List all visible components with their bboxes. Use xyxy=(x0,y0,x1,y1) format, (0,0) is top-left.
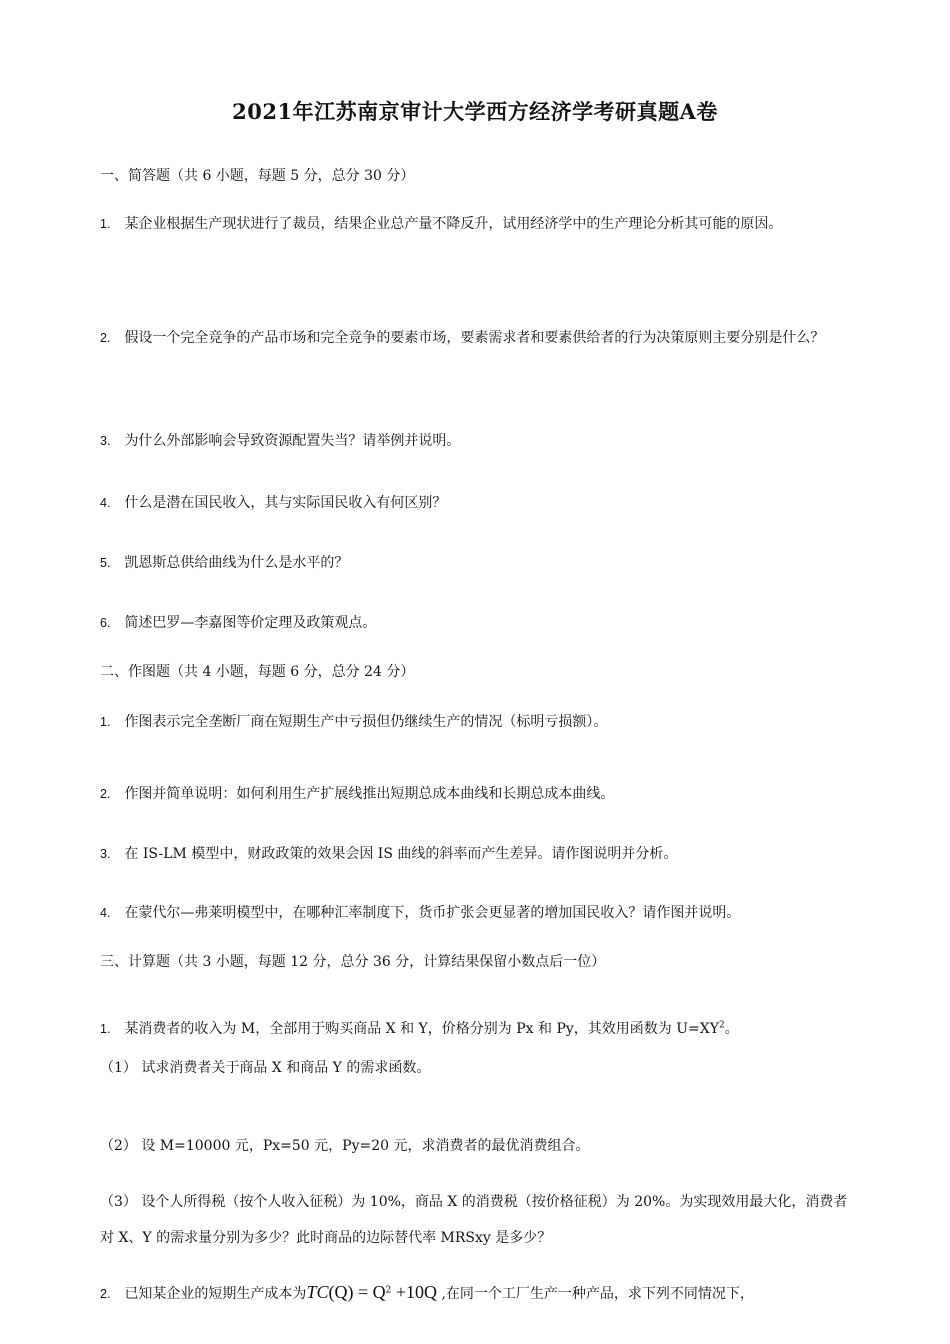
s2-question-3 xyxy=(100,843,677,863)
s2-question-4 xyxy=(100,902,740,922)
s1-q5-number: 5. xyxy=(100,556,111,570)
s1-question-6 xyxy=(100,612,376,632)
section3-heading: 三、计算题（共 3 小题，每题 12 分，总分 36 分，计算结果保留小数点后一位） xyxy=(100,954,606,970)
s1-q4-number: 4. xyxy=(100,496,111,510)
s3-q1-sub2: （2） 设 M=10000 元，Px=50 元，Py=20 元，求消费者的最优消费组合。 xyxy=(100,1138,590,1154)
s3-q1-end: 。 xyxy=(724,1021,739,1037)
s2-q4-number: 4. xyxy=(100,906,111,920)
section1-heading: 一、简答题（共 6 小题，每题 5 分，总分 30 分） xyxy=(100,168,415,184)
s1-q3-number: 3. xyxy=(100,434,111,448)
s3-q1-text: 某消费者的收入为 M，全部用于购买商品 X 和 Y，价格分别为 Px 和 Py，其效用函数为 U=XY xyxy=(124,1021,719,1037)
s3-q2-formula-exponent: 2 xyxy=(385,1285,392,1296)
s3-q2-number: 2. xyxy=(100,1287,111,1301)
s1-question-1 xyxy=(100,206,860,242)
s3-q2-lead: 已知某企业的短期生产成本为 xyxy=(124,1286,307,1302)
s1-q1-text: 某企业根据生产现状进行了裁员，结果企业总产量不降反升，试用经济学中的生产理论分析其可能的原因。 xyxy=(124,216,783,232)
s2-q4-text: 在蒙代尔—弗莱明模型中，在哪种汇率制度下，货币扩张会更显著的增加国民收入？请作图并说明。 xyxy=(124,905,741,921)
s1-q2-number: 2. xyxy=(100,331,111,345)
s1-question-4 xyxy=(100,492,446,512)
page-title: 2021年江苏南京审计大学西方经济学考研真题A卷 xyxy=(232,99,718,124)
s3-question-1 xyxy=(100,1018,739,1038)
s1-q6-number: 6. xyxy=(100,616,111,630)
s3-q2-formula-lhs: TC xyxy=(306,1282,329,1302)
s2-q1-number: 1. xyxy=(100,715,111,729)
s2-q3-text: 在 IS-LM 模型中，财政政策的效果会因 IS 曲线的斜率而产生差异。请作图说明并分析。 xyxy=(124,846,678,862)
section2-heading: 二、作图题（共 4 小题，每题 6 分，总分 24 分） xyxy=(100,664,415,680)
s3-q1-sub3: （3） 设个人所得税（按个人收入征税）为 10%，商品 X 的消费税（按价格征税）为 20%。为实现效用最大化，消费者对 X、Y 的需求量分别为多少？此时商品的边际替代率 MRSxy 是多少？ xyxy=(100,1194,848,1246)
s1-q4-text: 什么是潜在国民收入，其与实际国民收入有何区别？ xyxy=(124,495,447,511)
s3-q1-exponent: 2 xyxy=(718,1020,725,1031)
s1-q2-text: 假设一个完全竞争的产品市场和完全竞争的要素市场，要素需求者和要素供给者的行为决策原则主要分别是什么？ xyxy=(124,330,825,346)
s2-q3-number: 3. xyxy=(100,847,111,861)
s3-q2-formula-mid: (Q) = Q xyxy=(328,1282,386,1302)
s3-q2-formula-rhs: +10Q xyxy=(391,1282,437,1302)
s1-q5-text: 凯恩斯总供给曲线为什么是水平的？ xyxy=(124,555,349,571)
s2-q2-number: 2. xyxy=(100,787,111,801)
s3-q1-number: 1. xyxy=(100,1022,111,1036)
s1-question-5 xyxy=(100,552,348,572)
s2-question-1 xyxy=(100,711,607,731)
s1-q3-text: 为什么外部影响会导致资源配置失当？请举例并说明。 xyxy=(124,433,461,449)
s1-q6-text: 简述巴罗—李嘉图等价定理及政策观点。 xyxy=(124,615,377,631)
s1-q1-number: 1. xyxy=(100,217,111,231)
s3-q2-tail: ,在同一个工厂生产一种产品，求下列不同情况下， xyxy=(437,1286,754,1302)
s2-question-2 xyxy=(100,783,614,803)
s1-question-2 xyxy=(100,320,860,356)
s1-question-3 xyxy=(100,430,460,450)
s3-question-2 xyxy=(100,1282,754,1303)
s3-q1-sub1: （1） 试求消费者关于商品 X 和商品 Y 的需求函数。 xyxy=(100,1060,431,1076)
s2-q2-text: 作图并简单说明：如何利用生产扩展线推出短期总成本曲线和长期总成本曲线。 xyxy=(124,786,615,802)
s2-q1-text: 作图表示完全垄断厂商在短期生产中亏损但仍继续生产的情况（标明亏损额）。 xyxy=(124,714,608,730)
